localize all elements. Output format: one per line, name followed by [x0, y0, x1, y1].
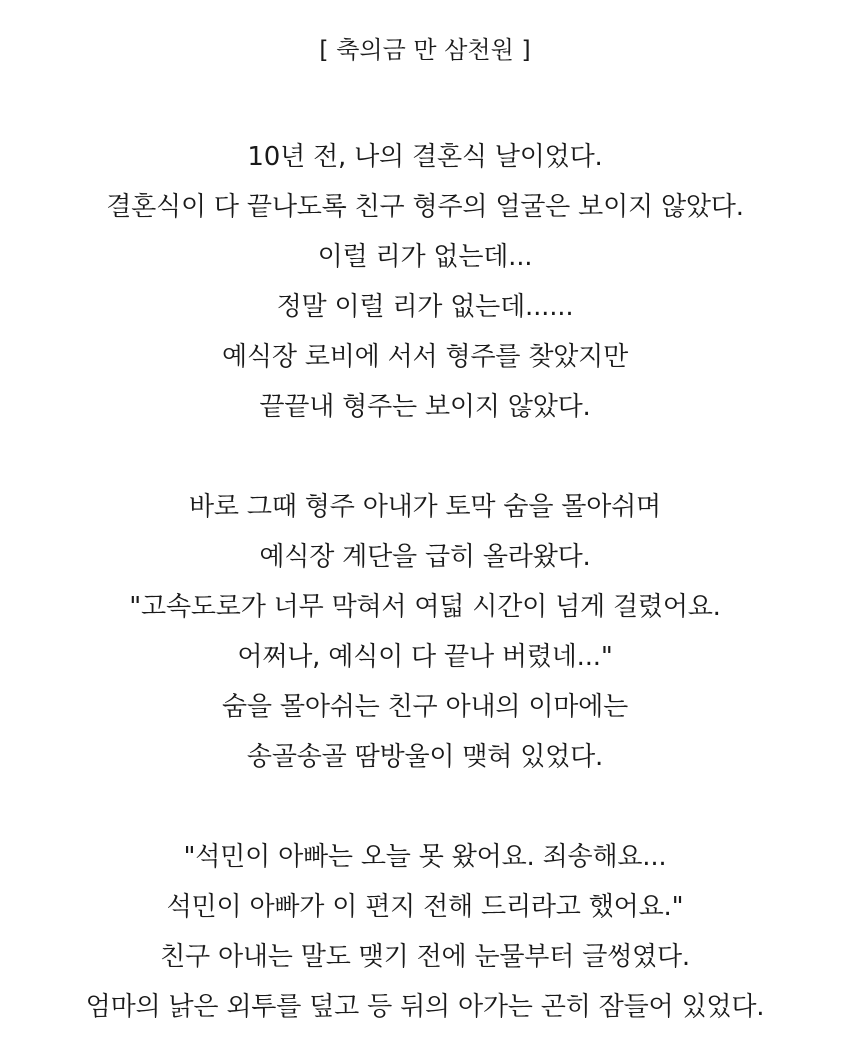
text-line: 어쩌나, 예식이 다 끝나 버렸네..."	[237, 642, 613, 672]
text-line: 이럴 리가 없는데...	[317, 242, 533, 272]
text-line: 끝끝내 형주는 보이지 않았다.	[259, 392, 591, 422]
text-line: 예식장 계단을 급히 올라왔다.	[259, 542, 591, 572]
story-title: [ 축의금 만 삼천원 ]	[319, 36, 531, 64]
text-line: 10년 전, 나의 결혼식 날이었다.	[247, 142, 603, 172]
text-line: 석민이 아빠가 이 편지 전해 드리라고 했어요."	[166, 892, 684, 922]
text-line: 바로 그때 형주 아내가 토막 숨을 몰아쉬며	[189, 492, 661, 522]
text-line: 예식장 로비에 서서 형주를 찾았지만	[222, 342, 628, 372]
text-line: 숨을 몰아쉬는 친구 아내의 이마에는	[222, 692, 628, 722]
paragraph-1	[0, 132, 850, 432]
text-line: "석민이 아빠는 오늘 못 왔어요. 죄송해요...	[183, 842, 667, 872]
paragraph-2	[0, 482, 850, 782]
text-line: 정말 이럴 리가 없는데......	[276, 292, 574, 322]
text-line: 엄마의 낡은 외투를 덮고 등 뒤의 아가는 곤히 잠들어 있었다.	[85, 992, 765, 1022]
text-line: 송골송골 땀방울이 맺혀 있었다.	[246, 742, 604, 772]
text-line: 결혼식이 다 끝나도록 친구 형주의 얼굴은 보이지 않았다.	[106, 192, 744, 222]
text-line: 친구 아내는 말도 맺기 전에 눈물부터 글썽였다.	[160, 942, 690, 972]
text-line: "고속도로가 너무 막혀서 여덟 시간이 넘게 걸렸어요.	[129, 592, 721, 622]
paragraph-3	[0, 832, 850, 1032]
